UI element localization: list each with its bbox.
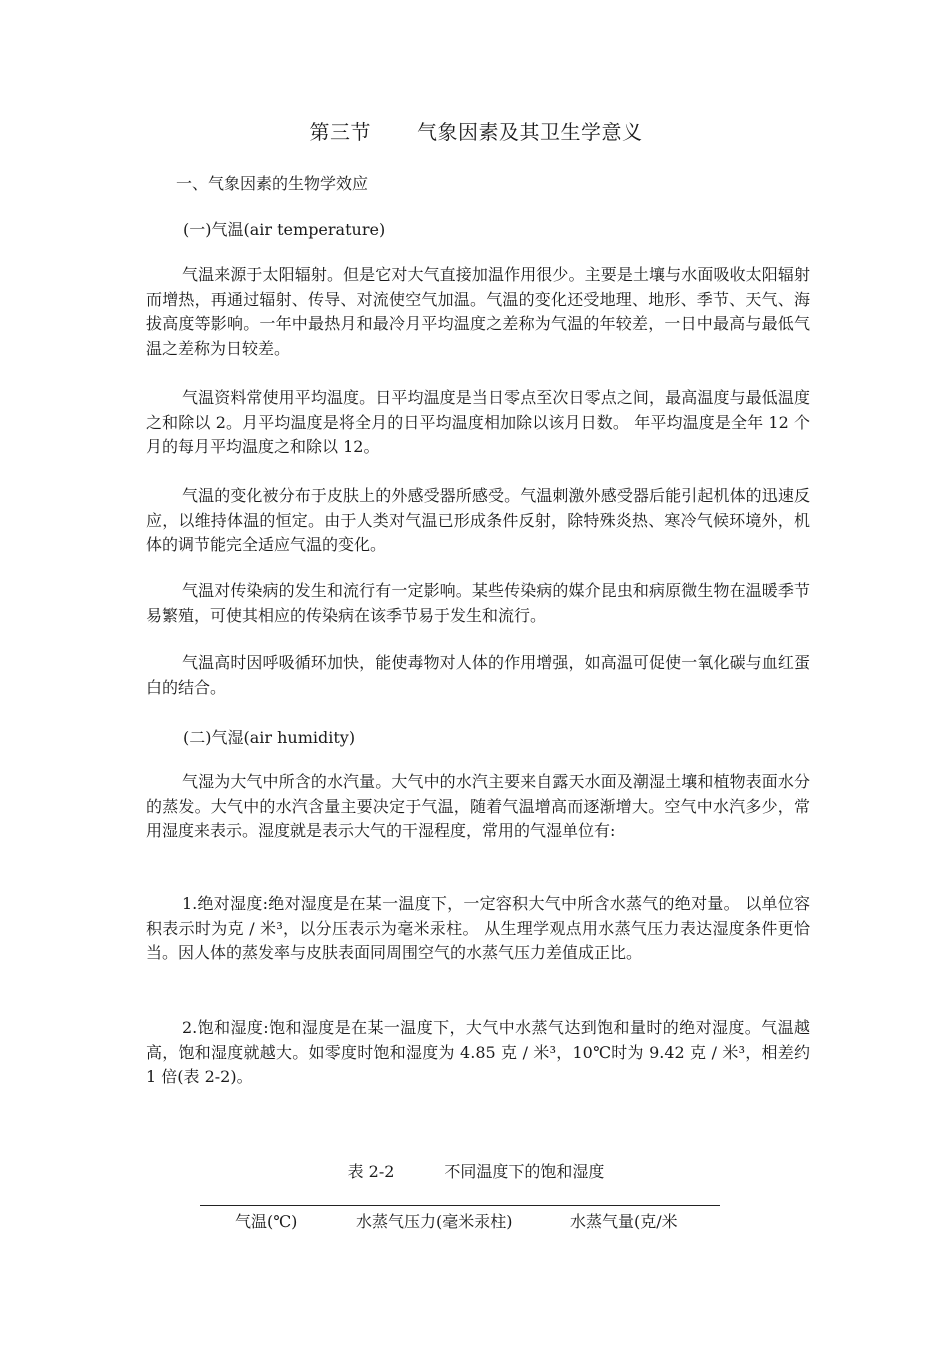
paragraph: 气温的变化被分布于皮肤上的外感受器所感受。气温刺激外感受器后能引起机体的迅速反应，以维持体温的恒定。由于人类对气温已形成条件反射，除特殊炎热、寒冷气候环境外，机体的调节能完全适应气温的变化。	[146, 486, 810, 554]
paragraph: 1.绝对湿度:绝对湿度是在某一温度下，一定容积大气中所含水蒸气的绝对量。 以单位容积表示时为克 / 米³，以分压表示为毫米汞柱。 从生理学观点用水蒸气压力表达湿度条件更恰当。因人体的蒸发率与皮肤表面同周围空气的水蒸气压力差值成正比。	[146, 894, 810, 962]
section-title	[0, 116, 952, 145]
table-caption	[0, 1159, 952, 1182]
table-caption-text: 不同温度下的饱和湿度	[444, 1162, 605, 1181]
paragraph: 气温资料常使用平均温度。日平均温度是当日零点至次日零点之间，最高温度与最低温度之和除以 2。月平均温度是将全月的日平均温度相加除以该月日数。 年平均温度是全年 12 个月的每月平均温度之和除以 12。	[146, 388, 810, 456]
section-number: 第三节	[309, 120, 371, 144]
section-name: 气象因素及其卫生学意义	[417, 120, 643, 144]
table-top-rule	[200, 1205, 720, 1206]
subheading-air-humidity: (二)气湿(air humidity)	[183, 728, 356, 747]
table-header-cell: 水蒸气量(克/米	[570, 1212, 678, 1231]
table-header-cell: 气温(℃)	[235, 1212, 298, 1231]
paragraph: 气温来源于太阳辐射。但是它对大气直接加温作用很少。主要是土壤与水面吸收太阳辐射而增热，再通过辐射、传导、对流使空气加温。气温的变化还受地理、地形、季节、天气、海拔高度等影响。一年中最热月和最冷月平均温度之差称为气温的年较差，一日中最高与最低气温之差称为日较差。	[146, 265, 810, 358]
paragraph: 气温对传染病的发生和流行有一定影响。某些传染病的媒介昆虫和病原微生物在温暖季节易繁殖，可使其相应的传染病在该季节易于发生和流行。	[146, 581, 810, 625]
table-number: 表 2-2	[347, 1162, 395, 1181]
subheading-air-temperature: (一)气温(air temperature)	[183, 220, 386, 239]
heading-biological-effects: 一、气象因素的生物学效应	[176, 174, 369, 193]
paragraph: 气湿为大气中所含的水汽量。大气中的水汽主要来自露天水面及潮湿土壤和植物表面水分的蒸发。大气中的水汽含量主要决定于气温，随着气温增高而逐渐增大。空气中水汽多少，常用湿度来表示。湿度就是表示大气的干湿程度，常用的气湿单位有:	[146, 772, 810, 840]
table-header-cell: 水蒸气压力(毫米汞柱)	[356, 1212, 513, 1231]
paragraph: 2.饱和湿度:饱和湿度是在某一温度下，大气中水蒸气达到饱和量时的绝对湿度。气温越高，饱和湿度就越大。如零度时饱和湿度为 4.85 克 / 米³，10℃时为 9.42 克 / 米³，相差约 1 倍(表 2-2)。	[146, 1018, 810, 1086]
paragraph: 气温高时因呼吸循环加快，能使毒物对人体的作用增强，如高温可促使一氧化碳与血红蛋白的结合。	[146, 653, 810, 697]
